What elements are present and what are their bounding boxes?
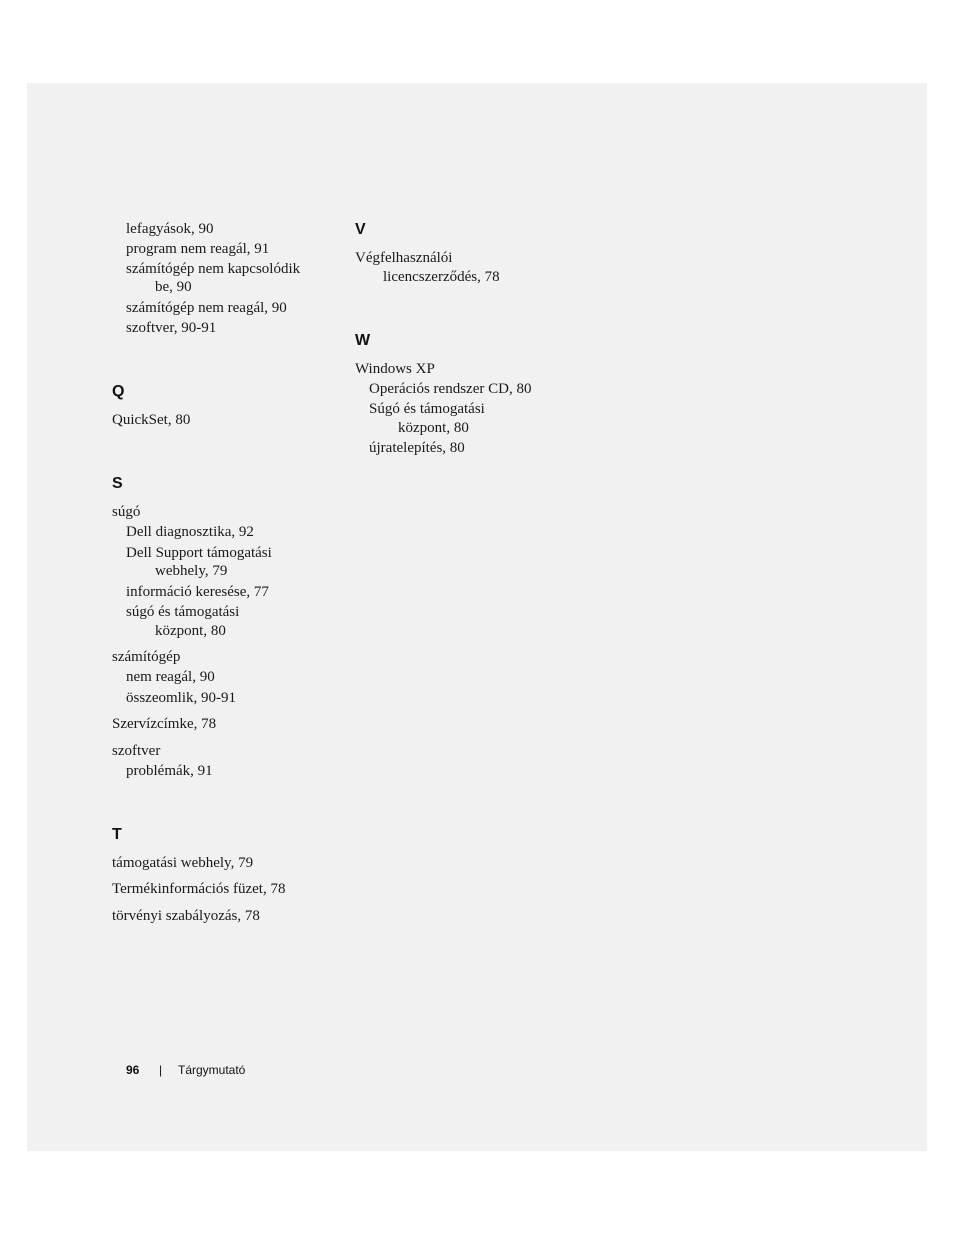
index-subentry: nem reagál, 90 — [126, 669, 215, 685]
index-entry: Végfelhasználói — [355, 250, 453, 266]
index-subentry: számítógép nem reagál, 90 — [126, 300, 287, 316]
index-entry: támogatási webhely, 79 — [112, 855, 254, 871]
section-heading-v: V — [355, 221, 366, 238]
page-number: 96 — [126, 1063, 140, 1077]
index-subentry-continuation: központ, 80 — [398, 420, 469, 436]
index-subentry-continuation: be, 90 — [155, 279, 192, 295]
index-entry: Termékinformációs füzet, 78 — [112, 881, 286, 897]
index-subentry: Dell Support támogatási — [126, 545, 272, 561]
index-subentry: információ keresése, 77 — [126, 584, 269, 600]
index-subentry-continuation: központ, 80 — [155, 623, 226, 639]
index-subentry: szoftver, 90-91 — [126, 320, 217, 336]
index-subentry: problémák, 91 — [126, 763, 213, 779]
index-entry: számítógép — [112, 649, 181, 665]
index-entry: Windows XP — [355, 361, 435, 377]
index-subentry-continuation: webhely, 79 — [155, 563, 228, 579]
index-subentry: lefagyások, 90 — [126, 221, 214, 237]
footer-separator: | — [159, 1063, 163, 1077]
section-heading-w: W — [355, 332, 371, 349]
index-subentry: Súgó és támogatási — [369, 401, 485, 417]
index-subentry: számítógép nem kapcsolódik — [126, 261, 301, 277]
index-entry-continuation: licencszerződés, 78 — [383, 269, 500, 285]
index-entry: törvényi szabályozás, 78 — [112, 908, 260, 924]
index-subentry: program nem reagál, 91 — [126, 241, 270, 257]
index-subentry: összeomlik, 90-91 — [126, 690, 236, 706]
index-subentry: újratelepítés, 80 — [369, 440, 465, 456]
index-subentry: Operációs rendszer CD, 80 — [369, 381, 532, 397]
index-entry: szoftver — [112, 743, 161, 759]
index-subentry: Dell diagnosztika, 92 — [126, 524, 254, 540]
index-subentry: súgó és támogatási — [126, 604, 240, 620]
index-entry: QuickSet, 80 — [112, 412, 191, 428]
index-page — [27, 83, 927, 1151]
section-heading-s: S — [112, 475, 123, 492]
index-entry: súgó — [112, 504, 141, 520]
index-entry: Szervízcímke, 78 — [112, 716, 217, 732]
section-heading-q: Q — [112, 383, 125, 400]
section-heading-t: T — [112, 826, 122, 843]
footer-title: Tárgymutató — [178, 1063, 246, 1077]
